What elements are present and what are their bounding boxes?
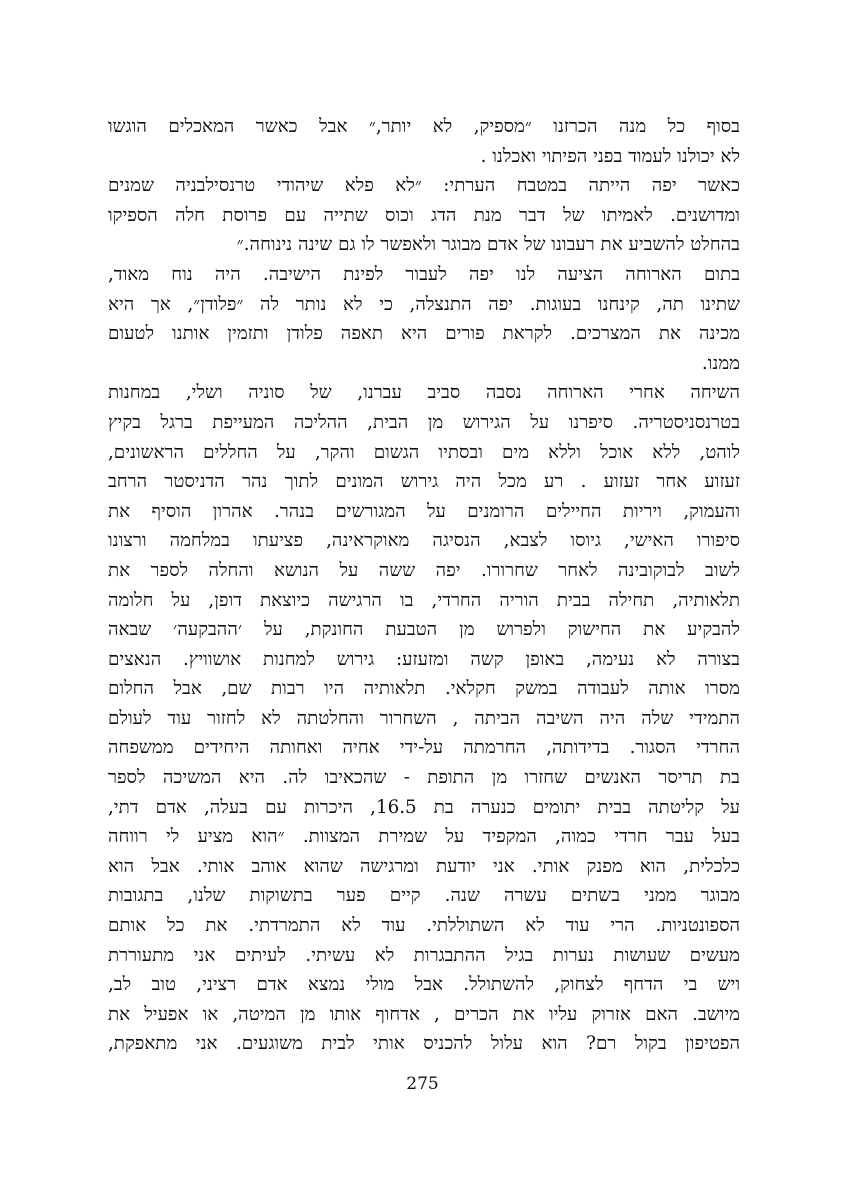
paragraph-4 <box>108 378 740 1059</box>
text-line: מבוגר ממני בשתים עשרה שנה. קיים פער בתשוקות שלנו, בתגובות <box>108 885 740 907</box>
text-line: החרדי הסגור. בדידותה, החרמתה על-ידי אחיה ואחותה היחידים ממשפחה <box>108 737 740 759</box>
text-line: התמידי שלה היה השיבה הביתה , השחרור והחלטתה לא לחזור עוד לעולם <box>108 707 740 729</box>
text-line: תלאותיה, תחילה בבית הוריה החרדי, בו הרגישה כיוצאת דופן, על חלומה <box>108 589 740 611</box>
text-line: להבקיע את החישוק ולפרוש מן הטבעת החונקת, על ׳ההבקעה׳ שבאה <box>108 619 740 641</box>
text-line: לוהט, ללא אוכל וללא מים ובסתיו הגשום והקר, על החללים הראשונים, <box>108 441 740 463</box>
text-line: מעשים שעושות נערות בגיל ההתבגרות לא עשיתי. לעיתים אני מתעוררת <box>108 944 740 966</box>
text-line: בסוף כל מנה הכרזנו ״מספיק, לא יותר,״ אבל כאשר המאכלים הוגשו <box>108 116 740 137</box>
text-line: כלכלית, הוא מפנק אותי. אני יודעת ומרגישה שהוא אוהב אותי. אבל הוא <box>108 855 740 877</box>
text-line: הספונטניות. הרי עוד לא השתוללתי. עוד לא התמרדתי. את כל אותם <box>108 915 740 937</box>
text-line: בהחלט להשביע את רעבונו של אדם מבוגר ולאפשר לו גם שינה נינוחה.״ <box>236 234 740 256</box>
text-line: כאשר יפה הייתה במטבח הערתי: ״לא פלא שיהודי טרנסילבניה שמנים <box>108 175 740 197</box>
text-line: סיפורו האישי, גיוסו לצבא, הנסיגה מאוקראינה, פציעתו במלחמה ורצונו <box>108 530 740 552</box>
text-line: על קליטתה בבית יתומים כנערה בת 16.5, היכרות עם בעלה, אדם דתי, <box>108 796 740 818</box>
text-line: בעל עבר חרדי כמוה, המקפיד על שמירת המצוות. ״הוא מציע לי רווחה <box>108 826 740 848</box>
text-line: מכינה את המצרכים. לקראת פורים היא תאפה פלודן ותזמין אותנו לטעום <box>108 323 740 345</box>
text-line: לא יכולנו לעמוד בפני הפיתוי ואכלנו . <box>480 145 740 167</box>
text-line: ממנו. <box>701 352 740 374</box>
text-line: מסרו אותה לעבודה במשק חקלאי. תלאותיה היו רבות שם, אבל החלום <box>108 678 740 700</box>
paragraph-3 <box>108 260 740 378</box>
body-text <box>108 112 740 1059</box>
text-line: בתום הארוחה הציעה לנו יפה לעבור לפינת הישיבה. היה נוח מאוד, <box>108 263 740 285</box>
page-number: 275 <box>406 1074 439 1094</box>
text-line: הפטיפון בקול רם? הוא עלול להכניס אותי לבית משוגעים. אני מתאפקת, <box>108 1033 740 1055</box>
text-line: שתינו תה, קינחנו בעוגות. יפה התנצלה, כי לא נותר לה ״פלודן״, אך היא <box>108 293 740 315</box>
text-line: בת תריסר האנשים שחזרו מן התופת - שהכאיבו לה. היא המשיכה לספר <box>108 767 740 789</box>
text-line: לשוב לבוקובינה לאחר שחרורו. יפה ששה על הנושא והחלה לספר את <box>108 559 740 581</box>
paragraph-1 <box>108 112 740 171</box>
text-line: השיחה אחרי הארוחה נסבה סביב עברנו, של סוניה ושלי, במחנות <box>108 382 740 404</box>
text-line: והעמוק, ויריות החיילים הרומנים על המגורשים בנהר. אהרון הוסיף את <box>108 500 740 522</box>
text-line: זעזוע אחר זעזוע . רע מכל היה גירוש המונים לתוך נהר הדניסטר הרחב <box>108 471 740 493</box>
text-line: ומדושנים. לאמיתו של דבר מנת הדג וכוס שתייה עם פרוסת חלה הספיקו <box>108 204 740 226</box>
text-line: בצורה לא נעימה, באופן קשה ומזעזע: גירוש למחנות אושוויץ. הנאצים <box>108 648 740 670</box>
text-line: בטרנסניסטריה. סיפרנו על הגירוש מן הבית, ההליכה המעייפת ברגל בקיץ <box>108 411 740 433</box>
text-line: מיושב. האם אזרוק עליו את הכרים , אדחוף אותו מן המיטה, או אפעיל את <box>108 1003 740 1025</box>
paragraph-2 <box>108 171 740 260</box>
text-line: ויש בי הדחף לצחוק, להשתולל. אבל מולי נמצא אדם רציני, טוב לב, <box>108 974 740 996</box>
